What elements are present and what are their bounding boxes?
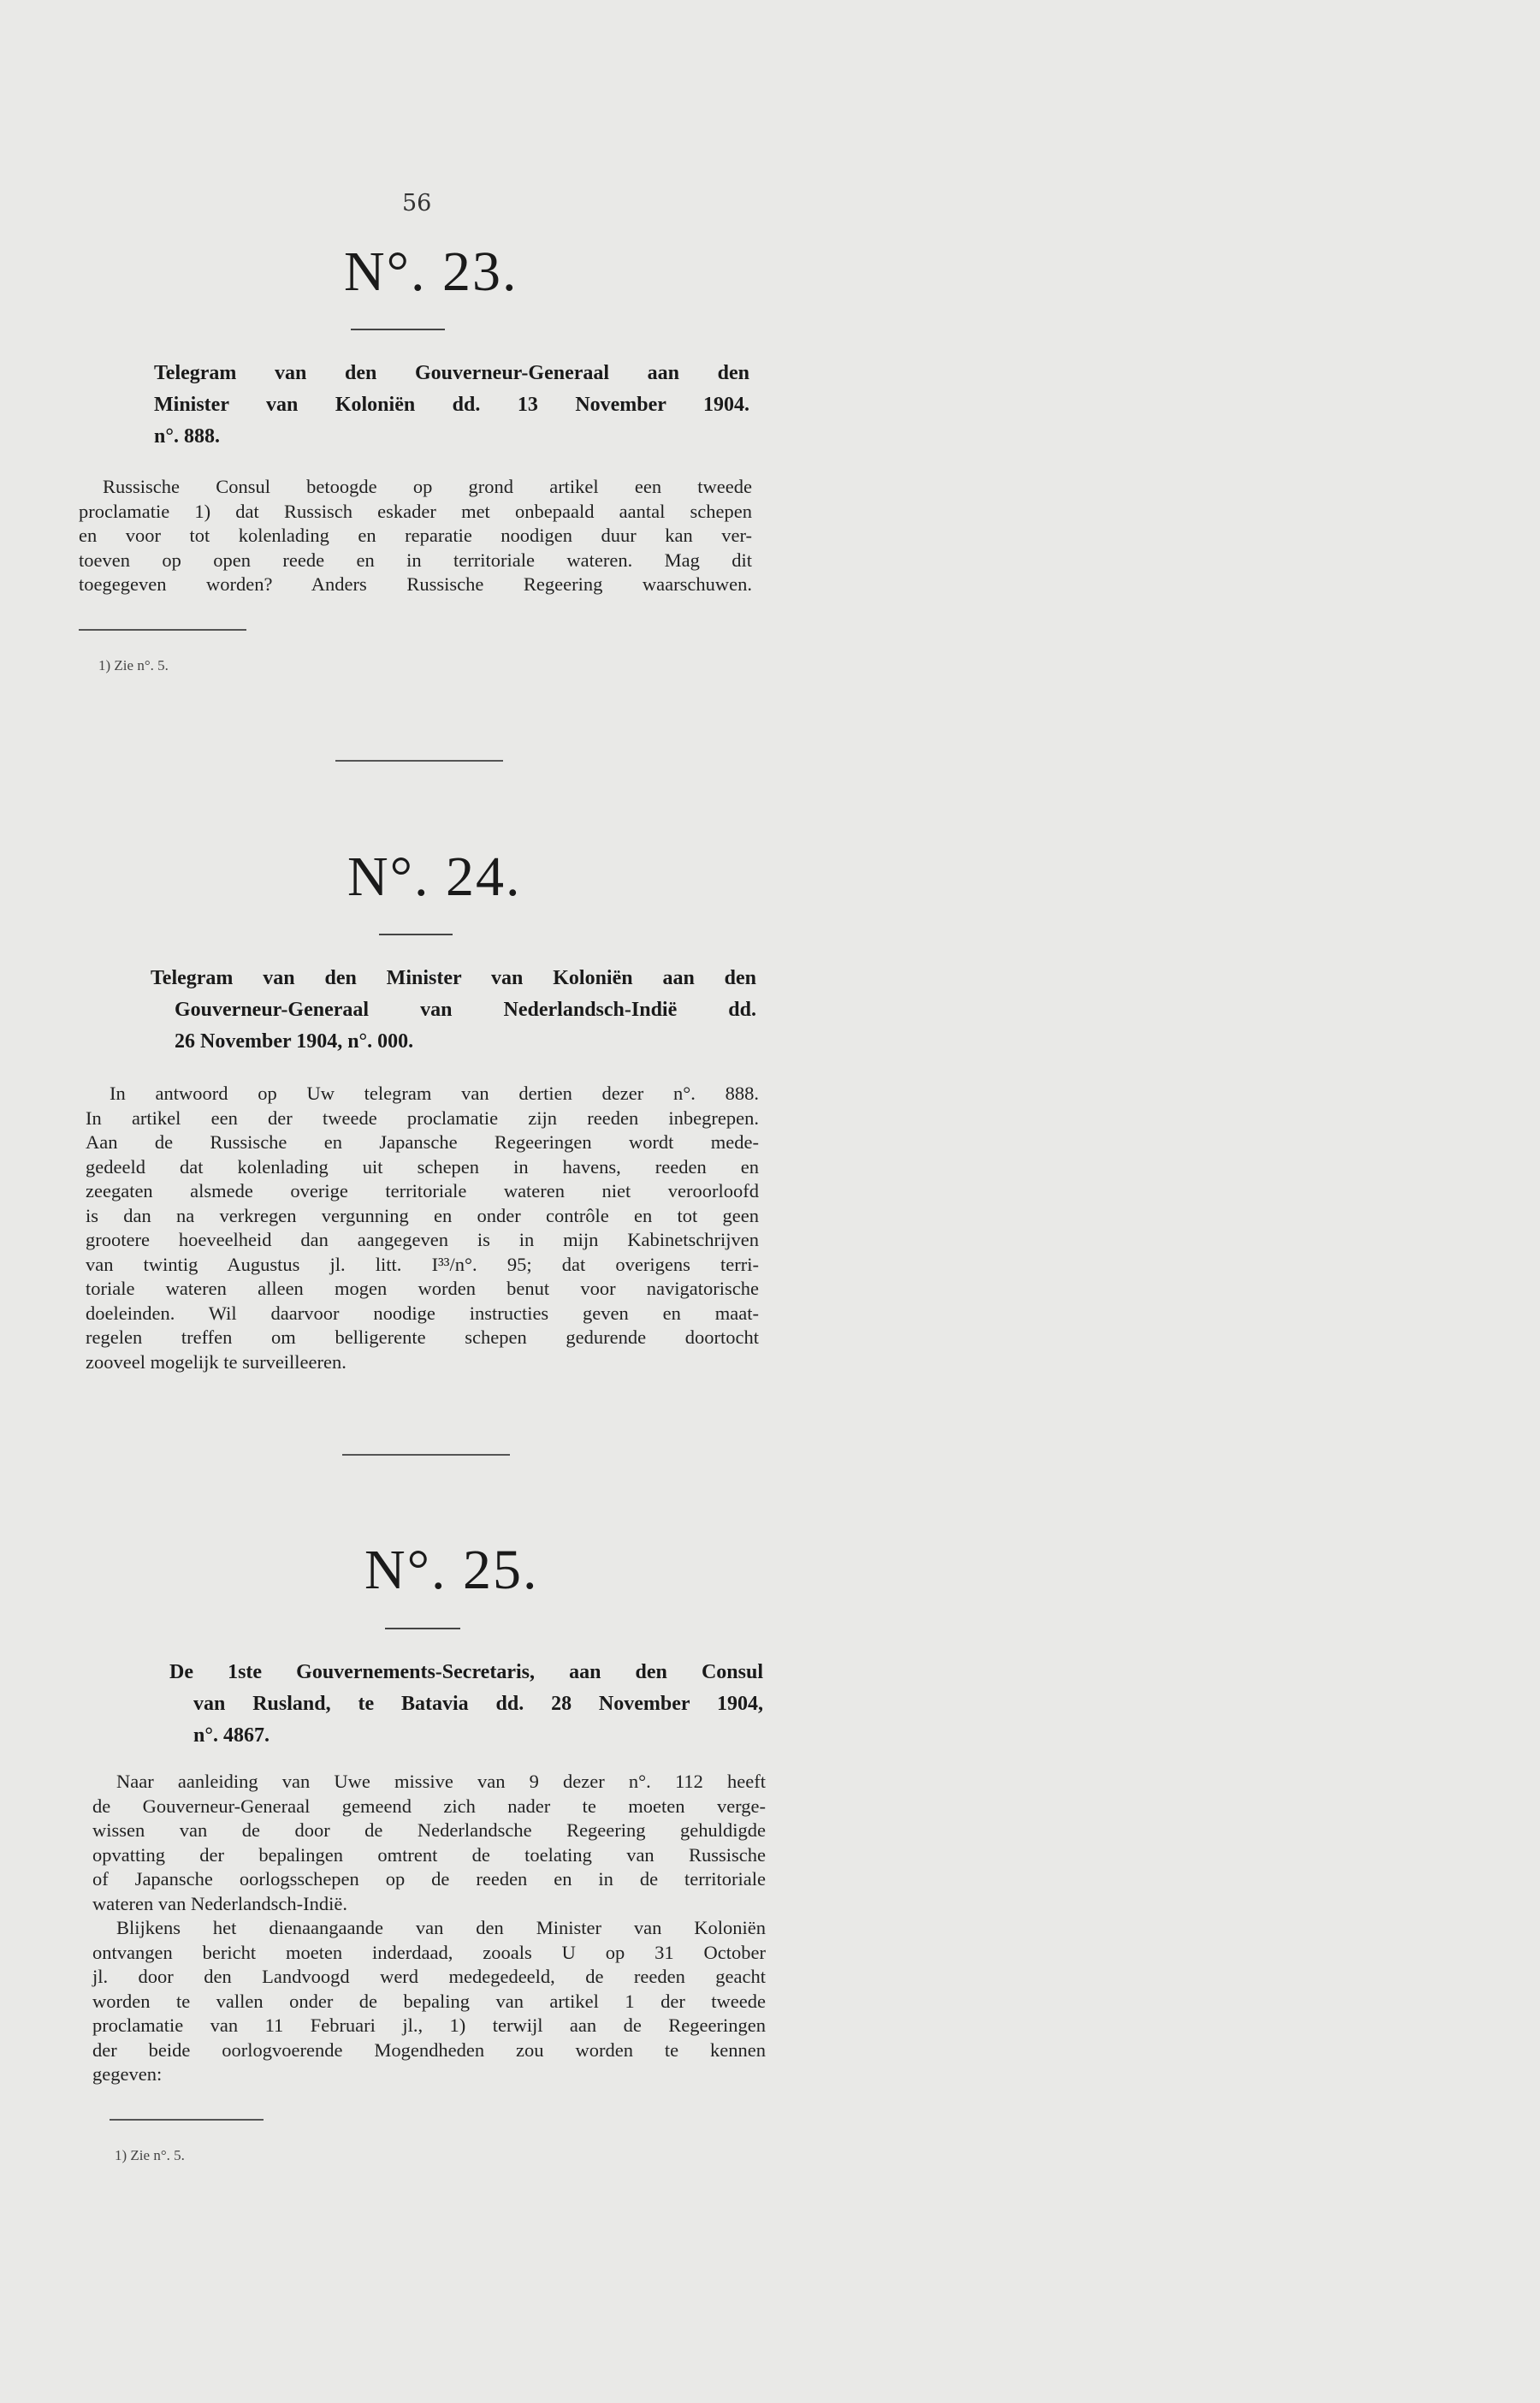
page-number: 56 xyxy=(402,190,432,217)
document-number: N°. 23. xyxy=(344,240,518,303)
title-rule xyxy=(379,934,453,935)
document-heading: Telegram van den Gouverneur-Generaal aan den Minister van Koloniën dd. 13 November 1904. n°. 888. xyxy=(154,362,749,448)
document-heading: De 1ste Gouvernements-Secretaris, aan den Consul van Rusland, te Batavia dd. 28 November 1904, n°. 4867. xyxy=(169,1661,763,1747)
document-body: Naar aanleiding van Uwe missive van 9 dezer n°. 112 heeft de Gouverneur-Generaal gemeend zich nader te moeten verge- wissen van de door de Nederlandsche Regeering gehuldigde opvatting der bepalingen omtrent de toelating van Russische of Japansche oorlogsschepen op de reeden en in de territoriale wateren van Nederlandsch-Indië. Blijkens het dienaangaande van den Minister van Koloniën ontvangen bericht moeten inderdaad, zooals U op 31 October jl. door den Landvoogd werd medegedeeld, de reeden geacht worden te vallen onder de bepaling van artikel 1 der tweede proclamatie van 11 Februari jl., 1) terwijl aan de Regeeringen der beide oorlogvoerende Mogendheden zou worden te kennen gegeven: xyxy=(92,1771,766,2085)
document-heading: Telegram van den Minister van Koloniën aan den Gouverneur-Generaal van Nederlandsch-Indië dd. 26 November 1904, n°. 000. xyxy=(151,967,756,1053)
section-divider xyxy=(335,760,503,762)
document-body: Russische Consul betoogde op grond artikel een tweede proclamatie 1) dat Russisch eskader met onbepaald aantal schepen en voor tot kolenlading en reparatie noodigen duur kan ver- toeven op open reede en in territoriale wateren. Mag dit toegegeven worden? Anders Russische Regeering waarschuwen. xyxy=(79,476,752,595)
document-body: In antwoord op Uw telegram van dertien dezer n°. 888. In artikel een der tweede proclamatie zijn reeden inbegrepen. Aan de Russische en Japansche Regeeringen wordt mede- gedeeld dat kolenlading uit schepen in havens, reeden en zeegaten alsmede overige territoriale wateren niet veroorloofd is dan na verkregen vergunning en onder contrôle en tot geen grootere hoeveelheid dan aangegeven is in mijn Kabinetschrijven van twintig Augustus jl. litt. I³³/n°. 95; dat overigens terri- toriale wateren alleen mogen worden benut voor navigatorische doeleinden. Wil daarvoor noodige instructies geven en maat- regelen treffen om belligerente schepen gedurende doortocht zooveel mogelijk te surveilleeren. xyxy=(86,1083,759,1373)
section-divider xyxy=(342,1454,510,1456)
footnote-rule xyxy=(110,2119,264,2121)
footnote-rule xyxy=(79,629,246,631)
document-number: N°. 25. xyxy=(364,1539,539,1601)
title-rule xyxy=(351,329,445,330)
document-number: N°. 24. xyxy=(347,846,522,908)
footnote: 1) Zie n°. 5. xyxy=(115,2147,185,2163)
title-rule xyxy=(385,1628,460,1629)
footnote: 1) Zie n°. 5. xyxy=(98,657,169,673)
